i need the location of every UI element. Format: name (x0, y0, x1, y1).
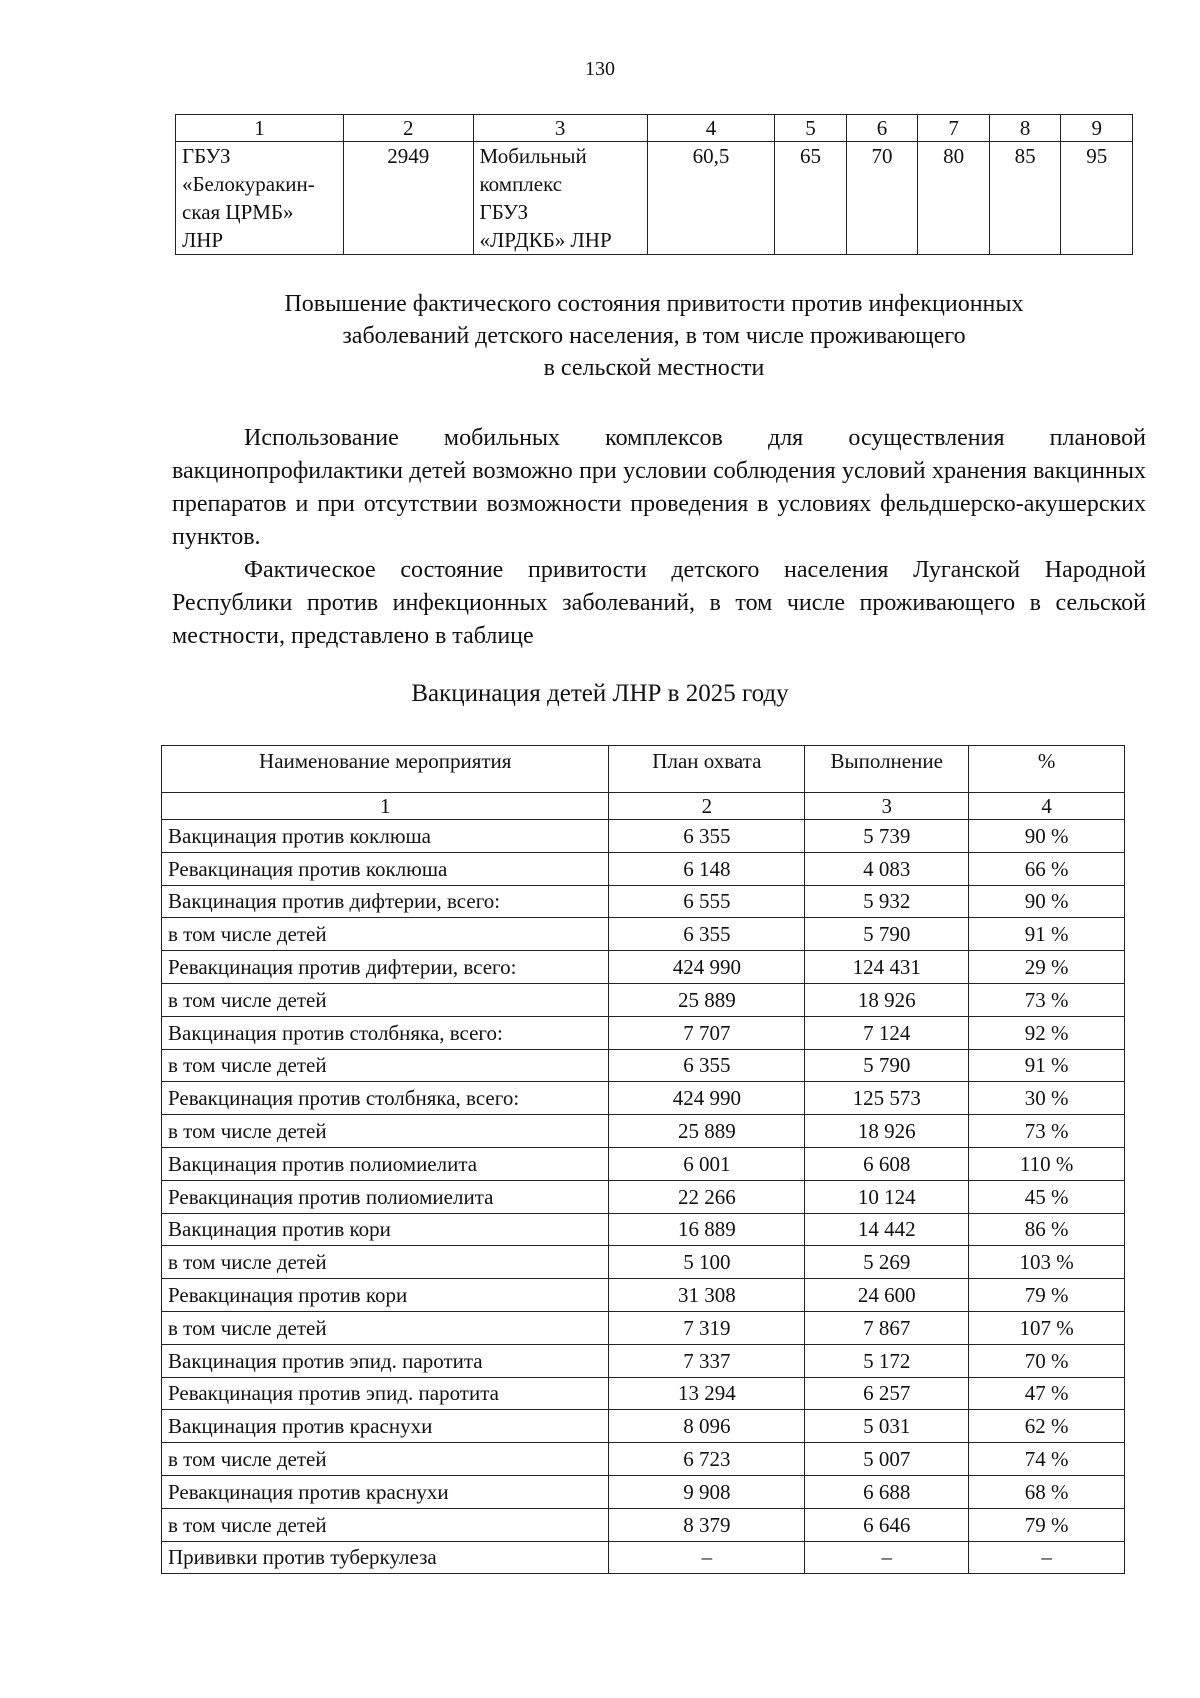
done-cell: 24 600 (805, 1279, 969, 1312)
table-row (162, 1016, 1125, 1049)
column-number-row (176, 115, 1133, 142)
plan-cell: 6 001 (609, 1147, 805, 1180)
done-cell: 4 083 (805, 852, 969, 885)
plan-cell: 7 707 (609, 1016, 805, 1049)
row-name-cell: Вакцинация против коклюша (162, 820, 609, 853)
column-number: 3 (805, 793, 969, 820)
value-cell: 85 (989, 142, 1061, 255)
done-cell: 14 442 (805, 1213, 969, 1246)
plan-cell: 7 337 (609, 1344, 805, 1377)
table-row (162, 1311, 1125, 1344)
row-name-cell: Ревакцинация против кори (162, 1279, 609, 1312)
value-cell: 2949 (343, 142, 473, 255)
plan-cell: 6 555 (609, 885, 805, 918)
percent-cell: 91 % (969, 1049, 1125, 1082)
value-cell: 60,5 (647, 142, 775, 255)
value-cell: 70 (846, 142, 918, 255)
percent-cell: 79 % (969, 1508, 1125, 1541)
page-number: 130 (585, 58, 615, 80)
plan-cell: 7 319 (609, 1311, 805, 1344)
plan-cell: 6 723 (609, 1443, 805, 1476)
column-number: 8 (989, 115, 1061, 142)
plan-cell: 5 100 (609, 1246, 805, 1279)
paragraph: Фактическое состояние привитости детского населения Луганской Народной Республики против инфекционных заболеваний, в том числе проживающего в сельской местности, представлено в таблице (172, 557, 1146, 649)
done-cell: 6 257 (805, 1377, 969, 1410)
plan-cell: 6 148 (609, 852, 805, 885)
column-number: 3 (473, 115, 647, 142)
plan-cell: 6 355 (609, 820, 805, 853)
plan-cell: 6 355 (609, 918, 805, 951)
done-cell: – (805, 1541, 969, 1574)
row-name-cell: в том числе детей (162, 1311, 609, 1344)
column-header-name: Наименование мероприятия (162, 746, 609, 793)
percent-cell: – (969, 1541, 1125, 1574)
column-number: 2 (609, 793, 805, 820)
institution-line: «Белокуракин- (182, 172, 315, 196)
percent-cell: 62 % (969, 1410, 1125, 1443)
body-text (172, 422, 1146, 653)
table-row (176, 142, 1133, 255)
table-row (162, 1180, 1125, 1213)
percent-cell: 103 % (969, 1246, 1125, 1279)
done-cell: 5 031 (805, 1410, 969, 1443)
plan-cell: 8 379 (609, 1508, 805, 1541)
table-row (162, 951, 1125, 984)
institution-cell (176, 142, 344, 255)
plan-cell: 424 990 (609, 1082, 805, 1115)
table-row (162, 1443, 1125, 1476)
done-cell: 6 646 (805, 1508, 969, 1541)
table-row (162, 983, 1125, 1016)
row-name-cell: в том числе детей (162, 1049, 609, 1082)
row-name-cell: Вакцинация против дифтерии, всего: (162, 885, 609, 918)
done-cell: 18 926 (805, 1115, 969, 1148)
plan-cell: 25 889 (609, 983, 805, 1016)
vaccination-table (161, 745, 1125, 1574)
percent-cell: 66 % (969, 852, 1125, 885)
done-cell: 5 007 (805, 1443, 969, 1476)
done-cell: 5 739 (805, 820, 969, 853)
done-cell: 7 124 (805, 1016, 969, 1049)
done-cell: 5 932 (805, 885, 969, 918)
table-row (162, 918, 1125, 951)
value-cell: 80 (918, 142, 990, 255)
plan-cell: – (609, 1541, 805, 1574)
complex-line: «ЛРДКБ» ЛНР (479, 228, 612, 252)
row-name-cell: в том числе детей (162, 1508, 609, 1541)
table-row (162, 1049, 1125, 1082)
plan-cell: 6 355 (609, 1049, 805, 1082)
percent-cell: 29 % (969, 951, 1125, 984)
done-cell: 124 431 (805, 951, 969, 984)
column-number-row (162, 793, 1125, 820)
column-header-plan: План охвата (609, 746, 805, 793)
complex-cell (473, 142, 647, 255)
percent-cell: 68 % (969, 1475, 1125, 1508)
done-cell: 18 926 (805, 983, 969, 1016)
table-row (162, 820, 1125, 853)
percent-cell: 86 % (969, 1213, 1125, 1246)
column-number: 2 (343, 115, 473, 142)
done-cell: 5 790 (805, 1049, 969, 1082)
complex-line: Мобильный (479, 144, 587, 168)
complex-line: комплекс (479, 172, 563, 196)
column-number: 1 (162, 793, 609, 820)
done-cell: 125 573 (805, 1082, 969, 1115)
table-row (162, 1410, 1125, 1443)
paragraph: Использование мобильных комплексов для осуществления плановой вакцинопрофилактики детей возможно при условии соблюдения условий хранения вакцинных препаратов и при отсутствии возможности проведения в условиях фельдшерско-акушерских пунктов. (172, 425, 1146, 550)
row-name-cell: Ревакцинация против коклюша (162, 852, 609, 885)
done-cell: 6 688 (805, 1475, 969, 1508)
percent-cell: 30 % (969, 1082, 1125, 1115)
percent-cell: 91 % (969, 918, 1125, 951)
table-row (162, 1377, 1125, 1410)
table-row (162, 885, 1125, 918)
row-name-cell: Ревакцинация против эпид. паротита (162, 1377, 609, 1410)
column-number: 4 (647, 115, 775, 142)
percent-cell: 92 % (969, 1016, 1125, 1049)
table-row (162, 1213, 1125, 1246)
heading-line: в сельской местности (543, 355, 765, 381)
table-row (162, 1147, 1125, 1180)
plan-cell: 13 294 (609, 1377, 805, 1410)
header-row (162, 746, 1125, 793)
table-row (162, 1541, 1125, 1574)
percent-cell: 45 % (969, 1180, 1125, 1213)
plan-cell: 31 308 (609, 1279, 805, 1312)
value-cell: 65 (775, 142, 847, 255)
plan-cell: 9 908 (609, 1475, 805, 1508)
row-name-cell: в том числе детей (162, 1246, 609, 1279)
table-row (162, 1082, 1125, 1115)
row-name-cell: Ревакцинация против дифтерии, всего: (162, 951, 609, 984)
column-number: 7 (918, 115, 990, 142)
table-row (162, 1279, 1125, 1312)
institution-line: ская ЦРМБ» (182, 200, 294, 224)
table-title: Вакцинация детей ЛНР в 2025 году (411, 680, 789, 707)
percent-cell: 74 % (969, 1443, 1125, 1476)
row-name-cell: Вакцинация против краснухи (162, 1410, 609, 1443)
row-name-cell: Вакцинация против эпид. паротита (162, 1344, 609, 1377)
complex-line: ГБУЗ (479, 200, 529, 224)
table-row (162, 852, 1125, 885)
done-cell: 5 790 (805, 918, 969, 951)
plan-cell: 16 889 (609, 1213, 805, 1246)
done-cell: 5 269 (805, 1246, 969, 1279)
row-name-cell: в том числе детей (162, 918, 609, 951)
percent-cell: 47 % (969, 1377, 1125, 1410)
heading-line: Повышение фактического состояния привитости против инфекционных (284, 291, 1024, 317)
table-row (162, 1475, 1125, 1508)
done-cell: 7 867 (805, 1311, 969, 1344)
row-name-cell: Ревакцинация против краснухи (162, 1475, 609, 1508)
percent-cell: 107 % (969, 1311, 1125, 1344)
table-row (162, 1115, 1125, 1148)
plan-cell: 25 889 (609, 1115, 805, 1148)
column-number: 5 (775, 115, 847, 142)
row-name-cell: Вакцинация против кори (162, 1213, 609, 1246)
value-cell: 95 (1061, 142, 1133, 255)
row-name-cell: в том числе детей (162, 1115, 609, 1148)
column-header-done: Выполнение (805, 746, 969, 793)
column-number: 1 (176, 115, 344, 142)
percent-cell: 73 % (969, 1115, 1125, 1148)
column-number: 9 (1061, 115, 1133, 142)
table-row (162, 1344, 1125, 1377)
institution-line: ЛНР (182, 228, 224, 252)
done-cell: 6 608 (805, 1147, 969, 1180)
plan-cell: 424 990 (609, 951, 805, 984)
percent-cell: 73 % (969, 983, 1125, 1016)
row-name-cell: Вакцинация против столбняка, всего: (162, 1016, 609, 1049)
done-cell: 5 172 (805, 1344, 969, 1377)
row-name-cell: Вакцинация против полиомиелита (162, 1147, 609, 1180)
percent-cell: 90 % (969, 885, 1125, 918)
percent-cell: 79 % (969, 1279, 1125, 1312)
percent-cell: 90 % (969, 820, 1125, 853)
column-header-percent: % (969, 746, 1125, 793)
percent-cell: 70 % (969, 1344, 1125, 1377)
institution-line: ГБУЗ (182, 144, 231, 168)
column-number: 6 (846, 115, 918, 142)
row-name-cell: Прививки против туберкулеза (162, 1541, 609, 1574)
plan-cell: 8 096 (609, 1410, 805, 1443)
row-name-cell: в том числе детей (162, 983, 609, 1016)
table-row (162, 1246, 1125, 1279)
continuation-table (175, 114, 1133, 255)
heading-line: заболеваний детского населения, в том числе проживающего (342, 323, 966, 349)
column-number: 4 (969, 793, 1125, 820)
percent-cell: 110 % (969, 1147, 1125, 1180)
plan-cell: 22 266 (609, 1180, 805, 1213)
table-row (162, 1508, 1125, 1541)
section-heading (175, 288, 1133, 384)
row-name-cell: Ревакцинация против полиомиелита (162, 1180, 609, 1213)
row-name-cell: в том числе детей (162, 1443, 609, 1476)
done-cell: 10 124 (805, 1180, 969, 1213)
row-name-cell: Ревакцинация против столбняка, всего: (162, 1082, 609, 1115)
